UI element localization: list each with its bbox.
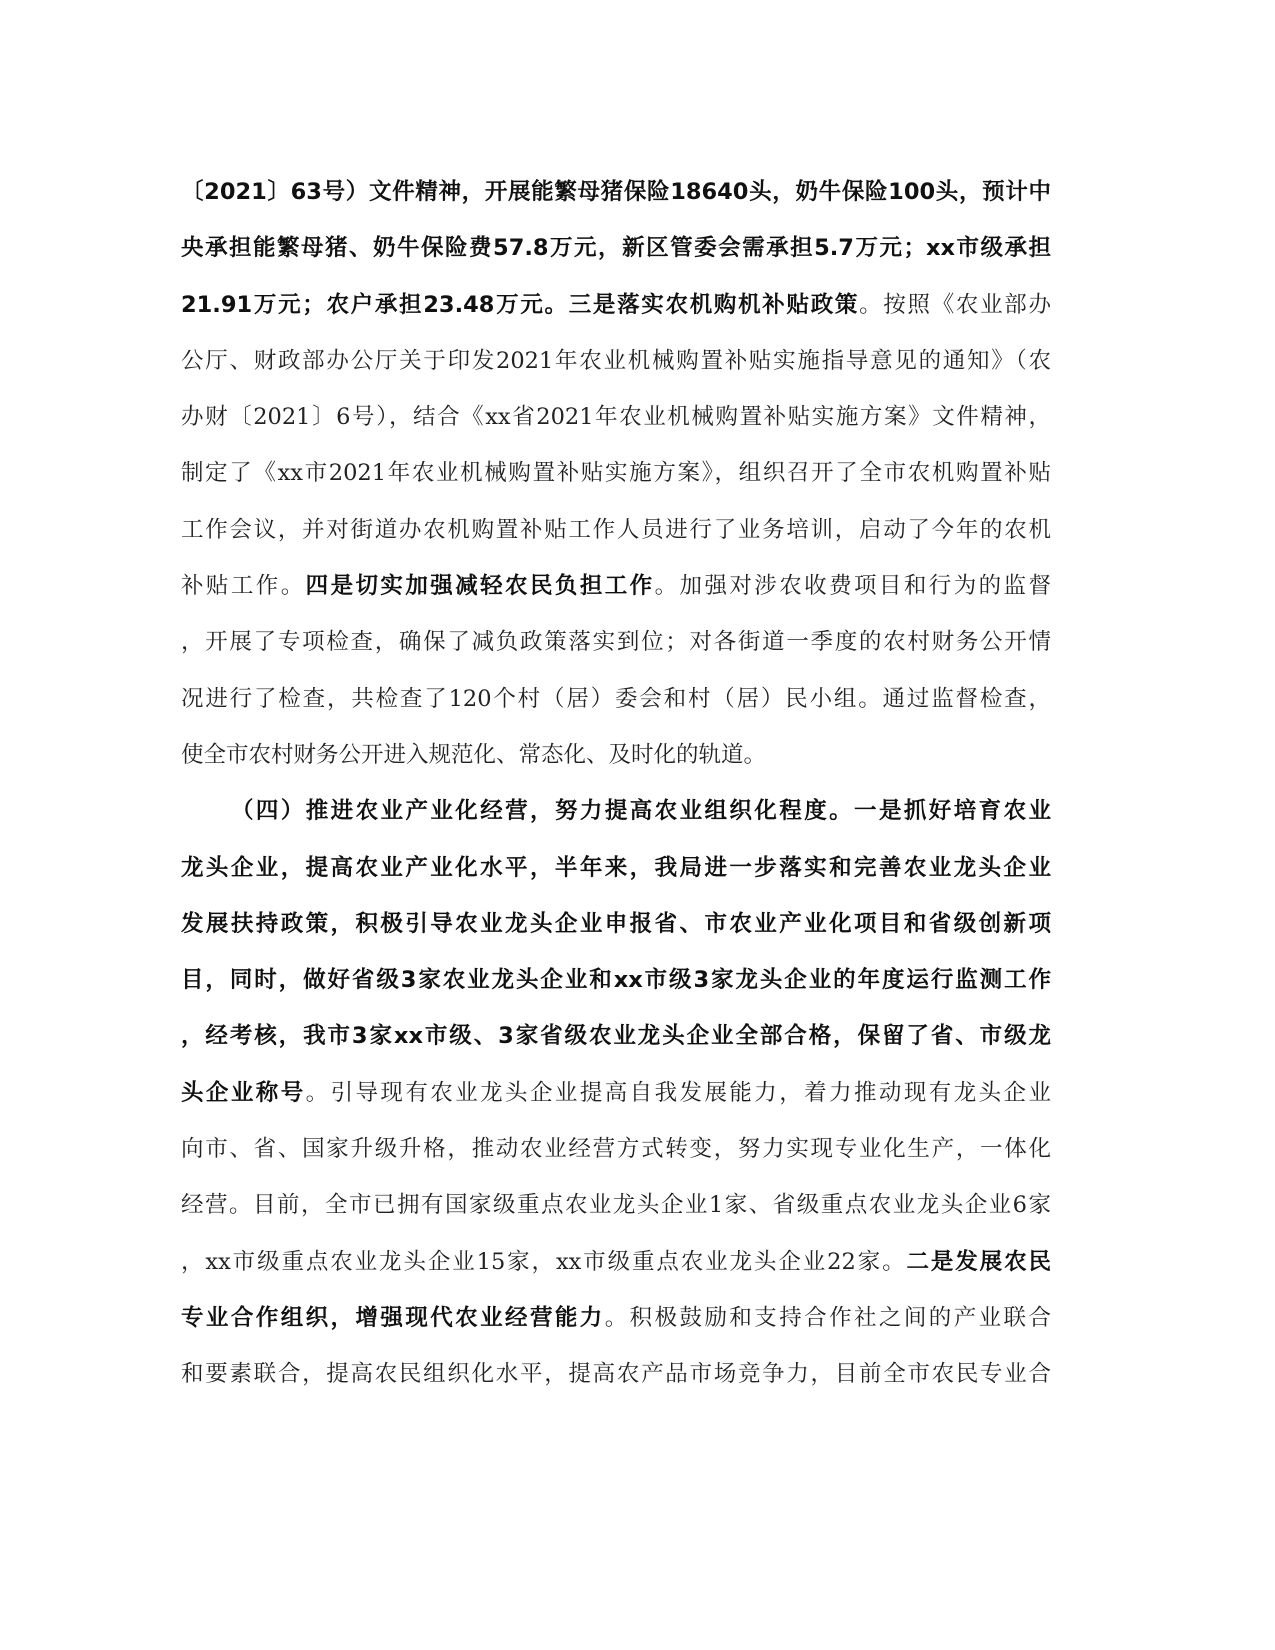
text-segment: 办财〔2021〕6号），结合《xx省2021年农业机械购置补贴实施方案》文件精神， xyxy=(181,404,1051,431)
text-segment: 使全市农村财务公开进入规范化、常态化、及时化的轨道。 xyxy=(181,741,767,768)
text-line xyxy=(181,1008,1051,1064)
text-line xyxy=(181,220,1051,276)
text-line xyxy=(181,164,1051,220)
text-line xyxy=(181,1290,1051,1346)
text-line xyxy=(181,671,1051,727)
bold-text-segment: 〔2021〕63号）文件精神，开展能繁母猪保险18640头，奶牛保险100头，预计中 xyxy=(181,179,1051,205)
text-line xyxy=(181,1234,1051,1290)
text-line xyxy=(181,445,1051,501)
text-line xyxy=(181,783,1051,839)
text-segment: ，xx市级重点农业龙头企业15家，xx市级重点农业龙头企业22家。 xyxy=(181,1248,907,1275)
text-segment: 制定了《xx市2021年农业机械购置补贴实施方案》，组织召开了全市农机购置补贴 xyxy=(181,460,1051,487)
bold-text-segment: 央承担能繁母猪、奶牛保险费57.8万元，新区管委会需承担5.7万元；xx市级承担 xyxy=(181,235,1051,262)
text-segment: 和要素联合，提高农民组织化水平，提高农产品市场竞争力，目前全市农民专业合 xyxy=(181,1361,1051,1388)
text-segment: 经营。目前，全市已拥有国家级重点农业龙头企业1家、省级重点农业龙头企业6家 xyxy=(181,1192,1051,1219)
text-line xyxy=(181,727,1051,783)
text-line xyxy=(181,840,1051,896)
text-line xyxy=(181,896,1051,952)
text-segment: 工作会议，并对街道办农机购置补贴工作人员进行了业务培训，启动了今年的农机 xyxy=(181,516,1051,543)
text-segment: 况进行了检查，共检查了120个村（居）委会和村（居）民小组。通过监督检查， xyxy=(181,685,1051,712)
text-segment: 。加强对涉农收费项目和行为的监督 xyxy=(654,573,1051,600)
text-line xyxy=(181,502,1051,558)
bold-text-segment: （四）推进农业产业化经营，努力提高农业组织化程度。一是抓好培育农业 xyxy=(231,798,1051,825)
text-line xyxy=(181,277,1051,333)
bold-text-segment: 目，同时，做好省级3家农业龙头企业和xx市级3家龙头企业的年度运行监测工作 xyxy=(181,967,1051,994)
bold-text-segment: 头企业称号 xyxy=(181,1079,306,1106)
text-line xyxy=(181,389,1051,445)
bold-text-segment: 龙头企业，提高农业产业化水平，半年来，我局进一步落实和完善农业龙头企业 xyxy=(181,854,1051,881)
text-line xyxy=(181,952,1051,1008)
text-segment: 。按照《农业部办 xyxy=(859,291,1051,318)
text-line xyxy=(181,1065,1051,1121)
text-segment: ，开展了专项检查，确保了减负政策落实到位；对各街道一季度的农村财务公开情 xyxy=(181,629,1051,656)
bold-text-segment: 发展扶持政策，积极引导农业龙头企业申报省、市农业产业化项目和省级创新项 xyxy=(181,910,1051,937)
text-line xyxy=(181,333,1051,389)
text-segment: 。引导现有农业龙头企业提高自我发展能力，着力推动现有龙头企业 xyxy=(305,1079,1051,1106)
text-segment: 补贴工作。 xyxy=(181,573,306,600)
text-line xyxy=(181,1177,1051,1233)
bold-text-segment: 四是切实加强减轻农民负担工作 xyxy=(305,573,655,600)
text-line xyxy=(181,558,1051,614)
text-line xyxy=(181,1121,1051,1177)
bold-text-segment: 专业合作组织，增强现代农业经营能力 xyxy=(181,1304,605,1331)
text-line xyxy=(181,1346,1051,1402)
document-body xyxy=(181,164,1051,1403)
text-segment: 。积极鼓励和支持合作社之间的产业联合 xyxy=(604,1304,1051,1331)
bold-text-segment: 21.91万元；农户承担23.48万元。三是落实农机购机补贴政策 xyxy=(181,291,860,318)
bold-text-segment: 二是发展农民 xyxy=(906,1248,1051,1275)
bold-text-segment: ，经考核，我市3家xx市级、3家省级农业龙头企业全部合格，保留了省、市级龙 xyxy=(181,1023,1051,1050)
text-segment: 向市、省、国家升级升格，推动农业经营方式转变，努力实现专业化生产，一体化 xyxy=(181,1136,1051,1163)
text-line xyxy=(181,614,1051,670)
text-segment: 公厅、财政部办公厅关于印发2021年农业机械购置补贴实施指导意见的通知》（农 xyxy=(181,347,1051,374)
